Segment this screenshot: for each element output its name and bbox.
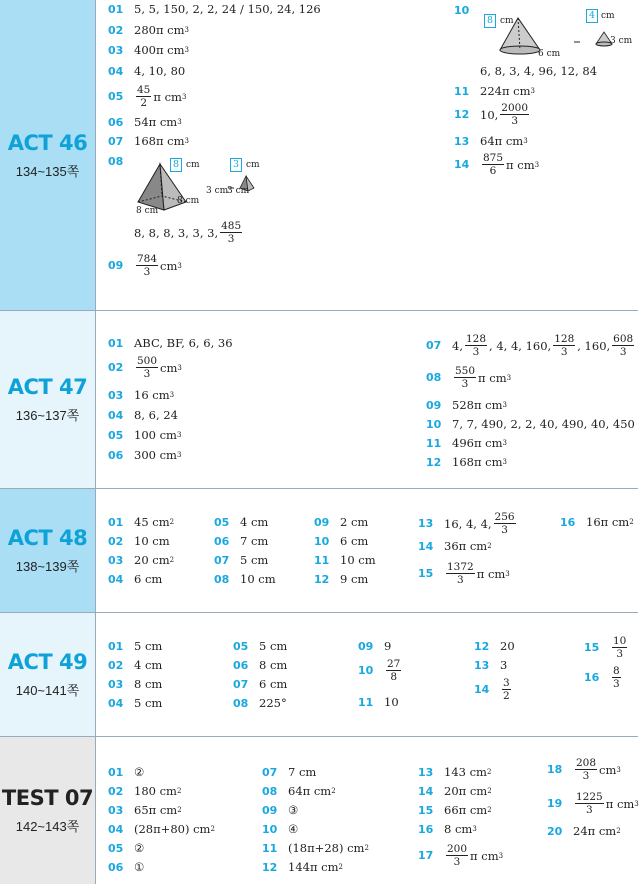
- answers: [96, 737, 638, 884]
- answer: 07 168π cm 3: [108, 134, 189, 148]
- answer: 04 4, 10, 80: [108, 64, 186, 78]
- answer: 12 9 cm: [314, 572, 369, 586]
- page-range: 142~143쪽: [15, 819, 80, 834]
- answer: 05 ②: [108, 841, 145, 855]
- section-act49: [0, 613, 638, 737]
- answer: 15 66π cm 2: [418, 803, 492, 817]
- act-title: ACT 47: [7, 375, 88, 399]
- answer: 03 8 cm: [108, 677, 163, 691]
- answer: 04 8, 6, 24: [108, 408, 178, 422]
- answer: 01 5 cm: [108, 639, 163, 653]
- answer: 02 4 cm: [108, 658, 163, 672]
- answer: 09 784 3 cm 3: [108, 253, 182, 279]
- section-test07: [0, 737, 638, 884]
- answer: 01 5, 5, 150, 2, 2, 24 / 150, 24, 126: [108, 2, 321, 16]
- answer: 10 ④: [262, 822, 299, 836]
- answer: 14 20π cm 2: [418, 784, 492, 798]
- answer: 17 200 3 π cm 3: [418, 843, 504, 869]
- answer: 01 ②: [108, 765, 145, 779]
- unit-label: cm: [500, 16, 514, 26]
- blank-box: 3: [230, 158, 242, 172]
- answer: 19 1225 3 π cm 3: [547, 791, 639, 817]
- answer: 11 10: [358, 695, 399, 709]
- answer: 06 7 cm: [214, 534, 269, 548]
- answer: 11 224π cm 3: [454, 84, 535, 98]
- answers: [96, 311, 638, 488]
- answer: 06 8 cm: [233, 658, 288, 672]
- answer: 09 2 cm: [314, 515, 369, 529]
- answer: 07 4, 128 3 , 4, 4, 160, 128 3 , 160, 608 3: [426, 333, 634, 359]
- answers: [96, 613, 638, 736]
- answer: 14 3 2: [474, 677, 510, 703]
- answer: 04 6 cm: [108, 572, 163, 586]
- section-act46: [0, 0, 638, 311]
- answer: 15 1372 3 π cm 3: [418, 561, 510, 587]
- answer: 04 (28π+80) cm 2: [108, 822, 215, 836]
- answer-line: 8, 8, 8, 3, 3, 3, 485 3: [134, 220, 242, 246]
- blank-box: 8: [484, 14, 496, 28]
- answer: 05 5 cm: [233, 639, 288, 653]
- answer: 10 7, 7, 490, 2, 2, 40, 490, 40, 450: [426, 417, 635, 431]
- answer: 06 ①: [108, 860, 145, 874]
- section-label: [0, 613, 96, 736]
- answer: 01 45 cm 2: [108, 515, 175, 529]
- answer: 01 ABC, BF, 6, 6, 36: [108, 336, 233, 350]
- answer: 11 496π cm 3: [426, 436, 507, 450]
- answer: 16 16π cm 2: [560, 515, 634, 529]
- act-title: TEST 07: [1, 786, 94, 810]
- answer: 08 550 3 π cm 3: [426, 365, 512, 391]
- blank-box: 4: [586, 9, 598, 23]
- section-act47: [0, 311, 638, 489]
- page-range: 136~137쪽: [15, 408, 80, 423]
- answer: 09 ③: [262, 803, 299, 817]
- answer: 03 65π cm 2: [108, 803, 182, 817]
- answer: 05 100 cm 3: [108, 428, 182, 442]
- answers: [96, 489, 638, 612]
- unit-label: cm: [601, 11, 615, 21]
- answer-line: 6, 8, 3, 4, 96, 12, 84: [480, 64, 598, 78]
- answer: 09 9: [358, 639, 392, 653]
- answer: 20 24π cm 2: [547, 824, 621, 838]
- answer: 13 16, 4, 4, 256 3: [418, 511, 515, 537]
- answer: 18 208 3 cm 3: [547, 757, 621, 783]
- dim-label: 3 cm: [610, 36, 633, 46]
- unit-label: cm: [186, 160, 200, 170]
- answer: 12 144π cm 2: [262, 860, 343, 874]
- section-label: [0, 737, 96, 884]
- section-label: [0, 311, 96, 488]
- answer: 10 27 8: [358, 658, 401, 684]
- answers: [96, 0, 638, 310]
- answer: 03 16 cm 3: [108, 388, 175, 402]
- answer: 06 300 cm 3: [108, 448, 182, 462]
- answer: 02 500 3 cm 3: [108, 355, 182, 381]
- section-label: [0, 0, 96, 310]
- page-range: 140~141쪽: [15, 683, 80, 698]
- answer: 10: [454, 4, 470, 17]
- answer: 12 20: [474, 639, 515, 653]
- page-range: 134~135쪽: [15, 163, 80, 179]
- answer: 02 180 cm 2: [108, 784, 182, 798]
- dim-label: 3 cm: [206, 186, 229, 196]
- answer: 05 45 2 π cm 3: [108, 84, 187, 110]
- answer: 05 4 cm: [214, 515, 269, 529]
- dim-label: 6 cm: [538, 49, 561, 59]
- dim-label: 8 cm: [136, 206, 159, 216]
- answer: 03 400π cm 3: [108, 43, 189, 57]
- answer: 12 10, 2000 3: [454, 102, 529, 128]
- act-title: ACT 48: [7, 526, 88, 550]
- page-range: 138~139쪽: [15, 559, 80, 574]
- blank-box: 8: [170, 158, 182, 172]
- answer: 06 54π cm 3: [108, 115, 182, 129]
- answer: 08 64π cm 2: [262, 784, 336, 798]
- answer: 09 528π cm 3: [426, 398, 507, 412]
- answer: 16 8 3: [584, 665, 620, 691]
- act-title: ACT 46: [7, 130, 88, 155]
- section-act48: [0, 489, 638, 613]
- act-title: ACT 49: [7, 650, 88, 674]
- answer: 14 36π cm 2: [418, 539, 492, 553]
- answer: 08 225°: [233, 696, 287, 710]
- answer: 12 168π cm 3: [426, 455, 507, 469]
- answer: 11 (18π+28) cm 2: [262, 841, 369, 855]
- answer: 13 3: [474, 658, 508, 672]
- answer: 04 5 cm: [108, 696, 163, 710]
- answer: 08: [108, 155, 124, 168]
- answer: 07 5 cm: [214, 553, 269, 567]
- answer: 16 8 cm 3: [418, 822, 477, 836]
- answer: 07 6 cm: [233, 677, 288, 691]
- answer: 02 10 cm: [108, 534, 170, 548]
- section-label: [0, 489, 96, 612]
- dim-label: 3 cm: [227, 186, 250, 196]
- answer: 13 64π cm 3: [454, 134, 528, 148]
- answer: 02 280π cm 3: [108, 23, 189, 37]
- answer: 03 20 cm 2: [108, 553, 175, 567]
- answer: 10 6 cm: [314, 534, 369, 548]
- answer: 14 875 6 π cm 3: [454, 152, 540, 178]
- answer: 08 10 cm: [214, 572, 276, 586]
- answer: 13 143 cm 2: [418, 765, 492, 779]
- answer: 07 7 cm: [262, 765, 317, 779]
- answer: 11 10 cm: [314, 553, 376, 567]
- answer: 15 10 3: [584, 635, 627, 661]
- unit-label: cm: [246, 160, 260, 170]
- dim-label: 8 cm: [177, 196, 200, 206]
